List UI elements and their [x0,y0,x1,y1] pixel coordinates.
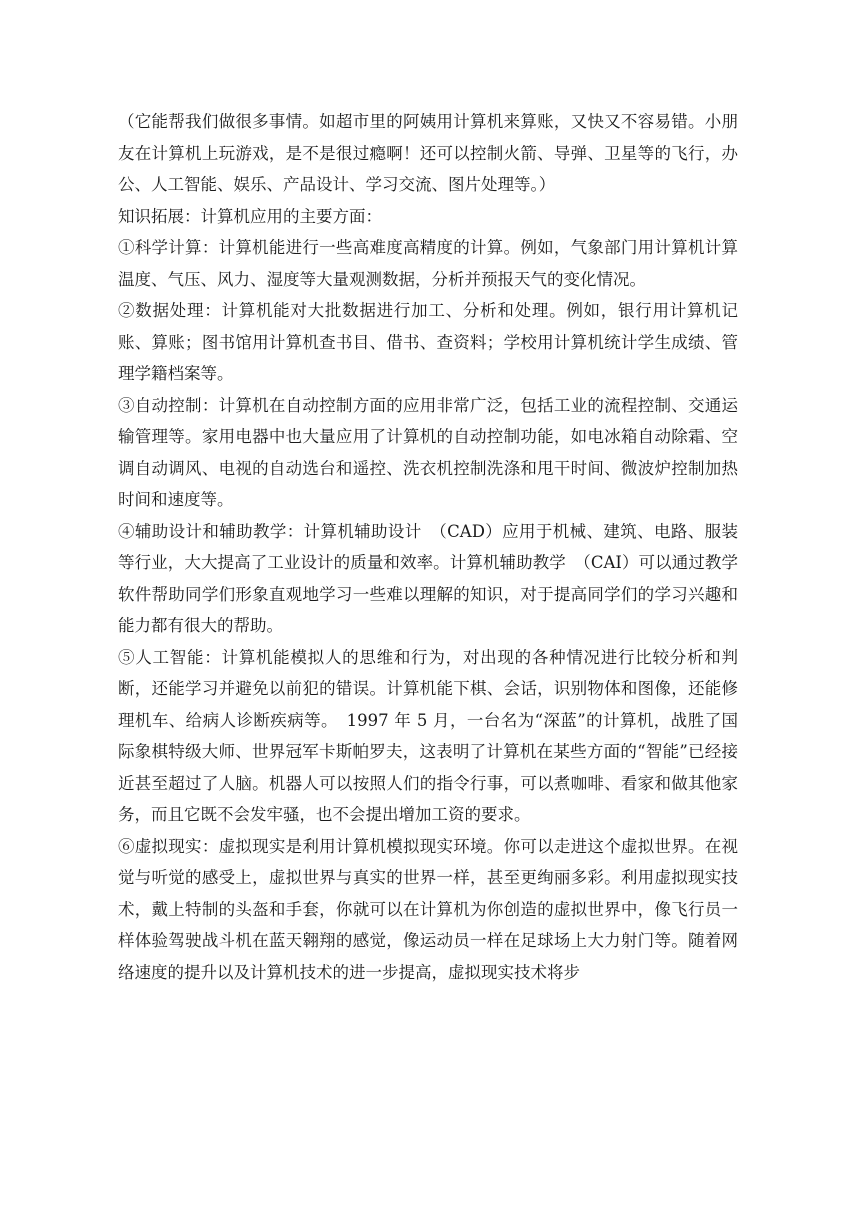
data-processing-paragraph: ②数据处理：计算机能对大批数据进行加工、分析和处理。例如，银行用计算机记账、算账；图书馆用计算机查书目、借书、查资料；学校用计算机统计学生成绩、管理学籍档案等。 [118,301,738,383]
knowledge-extension-heading: 知识拓展：计算机应用的主要方面： [118,206,382,226]
intro-paragraph: （它能帮我们做很多事情。如超市里的阿姨用计算机来算账，又快又不容易错。小朋友在计算机上玩游戏，是不是很过瘾啊！还可以控制火箭、导弹、卫星等的飞行，办公、人工智能、娱乐、产品设计、学习交流、图片处理等。） [118,112,738,194]
virtual-reality-paragraph: ⑥虚拟现实：虚拟现实是利用计算机模拟现实环境。你可以走进这个虚拟世界。在视觉与听觉的感受上，虚拟世界与真实的世界一样，甚至更绚丽多彩。利用虚拟现实技术，戴上特制的头盔和手套，你就可以在计算机为你创造的虚拟世界中，像飞行员一样体验驾驶战斗机在蓝天翱翔的感觉，像运动员一样在足球场上大力射门等。随着网络速度的提升以及计算机技术的进一步提高，虚拟现实技术将步 [118,836,738,982]
scientific-computing-paragraph: ①科学计算：计算机能进行一些高难度高精度的计算。例如，气象部门用计算机计算温度、气压、风力、湿度等大量观测数据，分析并预报天气的变化情况。 [118,238,738,289]
aided-design-teaching-paragraph: ④辅助设计和辅助教学：计算机辅助设计 （CAD）应用于机械、建筑、电路、服装等行业，大大提高了工业设计的质量和效率。计算机辅助教学 （CAI）可以通过教学软件帮助同学们形象直观地学习一些难以理解的知识，对于提高同学们的学习兴趣和能力都有很大的帮助。 [118,521,738,635]
artificial-intelligence-paragraph: ⑤人工智能：计算机能模拟人的思维和行为，对出现的各种情况进行比较分析和判断，还能学习并避免以前犯的错误。计算机能下棋、会话，识别物体和图像，还能修理机车、给病人诊断疾病等。 1997 年 5 月，一台名为“深蓝”的计算机，战胜了国际象棋特级大师、世界冠军卡斯帕罗夫，这表明了计算机在某些方面的“智能”已经接近甚至超过了人脑。机器人可以按照人们的指令行事，可以煮咖啡、看家和做其他家务，而且它既不会发牢骚，也不会提出增加工资的要求。 [118,647,738,824]
automatic-control-paragraph: ③自动控制：计算机在自动控制方面的应用非常广泛，包括工业的流程控制、交通运输管理等。家用电器中也大量应用了计算机的自动控制功能，如电冰箱自动除霜、空调自动调风、电视的自动选台和遥控、洗衣机控制洗涤和甩干时间、微波炉控制加热时间和速度等。 [118,395,738,509]
document-body [118,106,738,988]
